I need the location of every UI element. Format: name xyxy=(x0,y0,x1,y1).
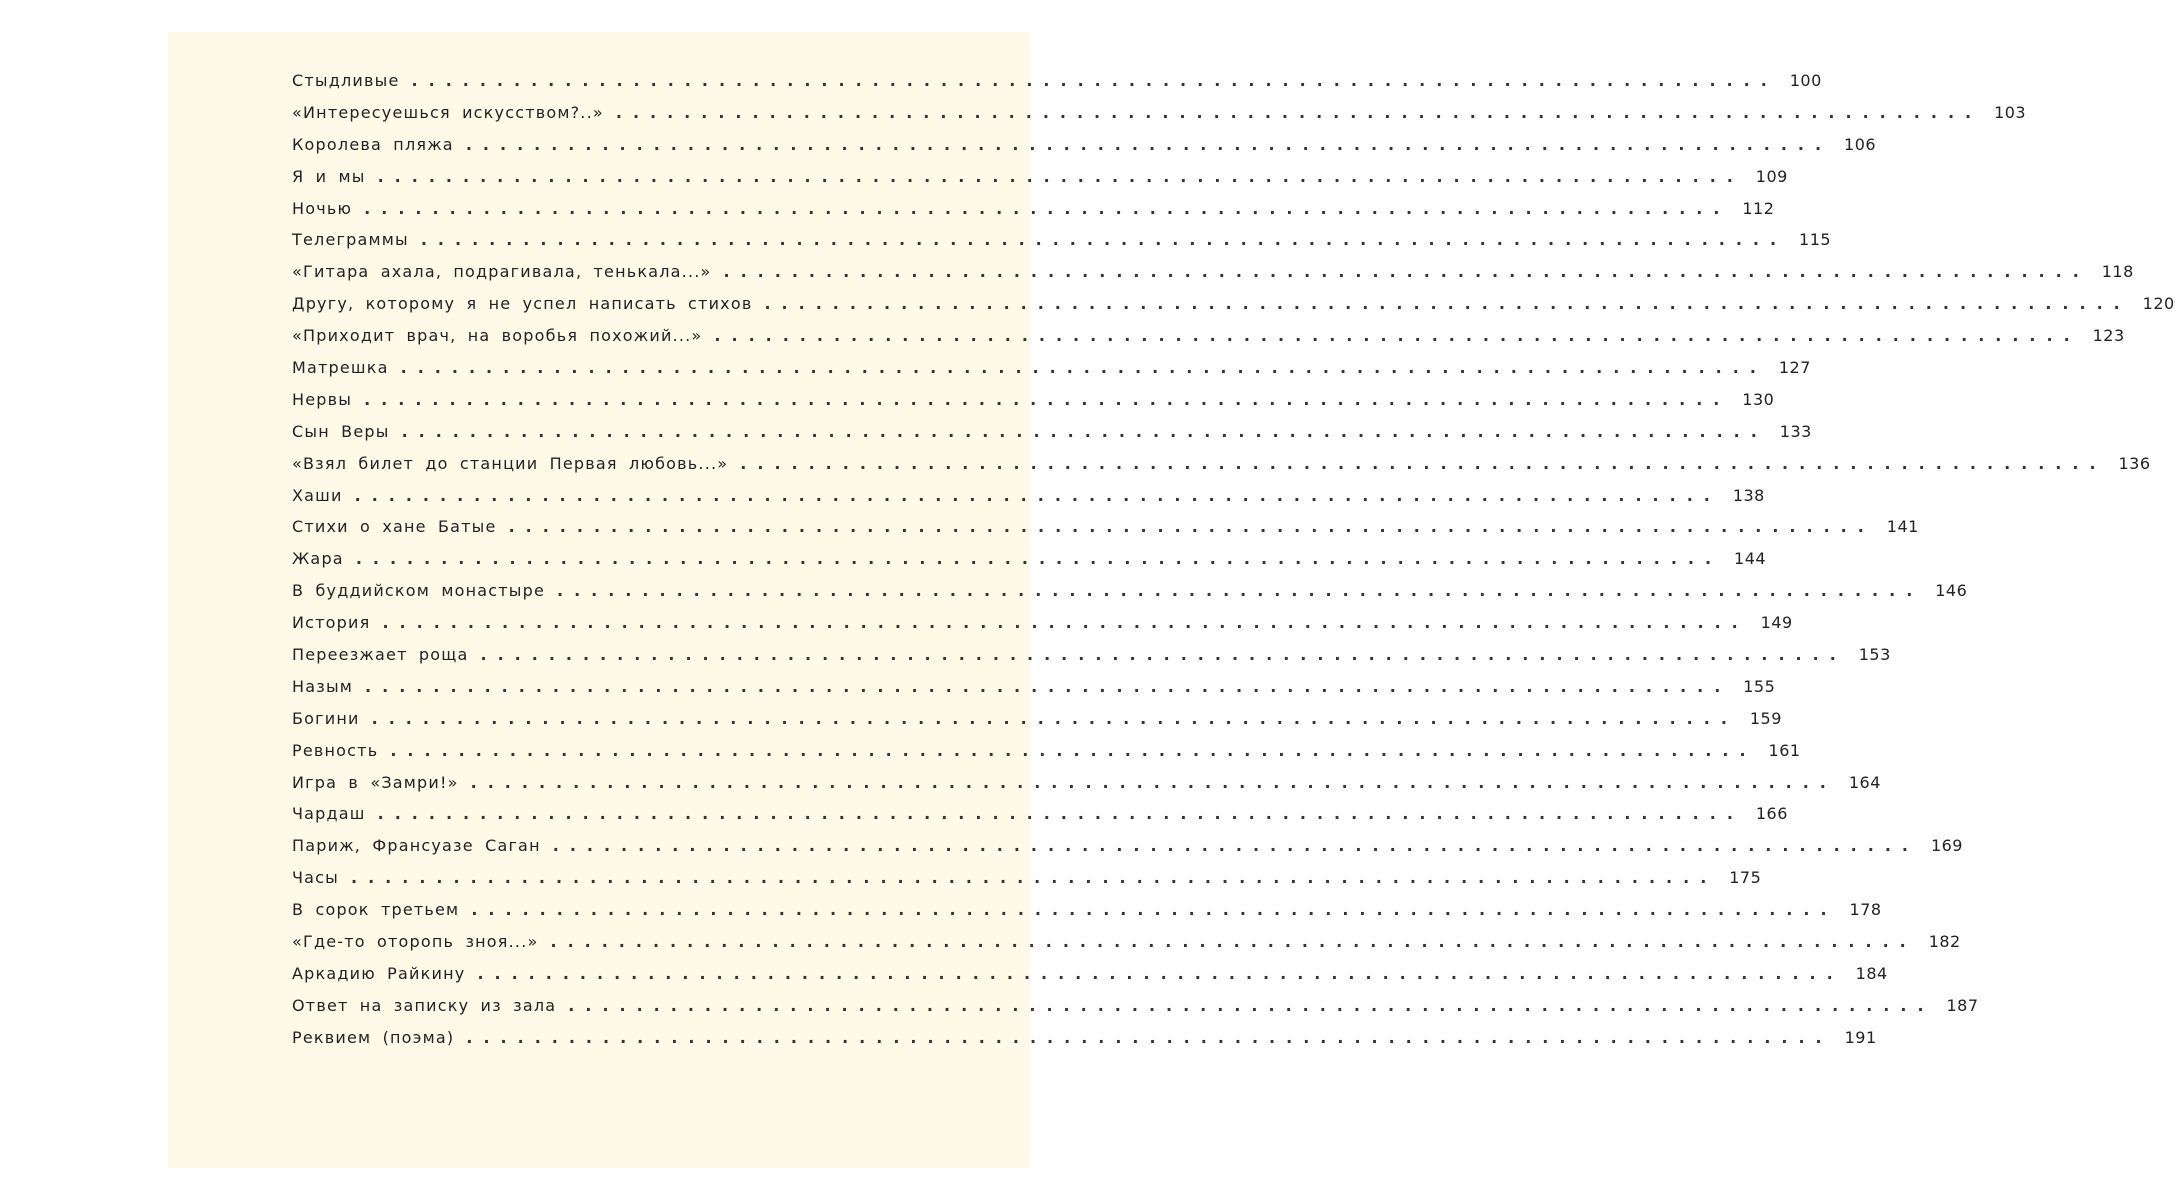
toc-entry-title: Ответ на записку из зала xyxy=(292,995,557,1015)
dot-leader: ................................................................................ xyxy=(465,134,1833,154)
toc-entry-title: «Приходит врач, на воробья похожий...» xyxy=(292,326,703,346)
dot-leader: ................................................................................ xyxy=(382,613,1749,633)
toc-entry-title: Переезжает роща xyxy=(292,645,469,665)
toc-entry-title: Ночью xyxy=(292,198,353,218)
dot-leader: ................................................................................ xyxy=(740,453,2107,473)
toc-entry xyxy=(292,384,1775,416)
toc-entry xyxy=(292,352,1811,384)
toc-entry-title: Нервы xyxy=(292,389,353,409)
toc-entry-page-number: 182 xyxy=(1928,932,1961,952)
toc-entry-page-number: 141 xyxy=(1886,517,1919,537)
toc-entry-title: Назым xyxy=(292,676,354,696)
toc-entry-page-number: 191 xyxy=(1844,1027,1877,1047)
toc-entry-page-number: 112 xyxy=(1742,198,1775,218)
dot-leader: ................................................................................ xyxy=(764,294,2131,314)
toc-entry-page-number: 133 xyxy=(1779,421,1812,441)
toc-entry-title: «Гитара ахала, подрагивала, тенькала...» xyxy=(292,262,712,282)
toc-entry-page-number: 184 xyxy=(1855,963,1888,983)
toc-entry-page-number: 187 xyxy=(1946,995,1979,1015)
toc-entry-page-number: 161 xyxy=(1768,740,1801,760)
toc-entry xyxy=(292,830,1963,862)
toc-entry xyxy=(292,97,2027,129)
dot-leader: ................................................................................ xyxy=(714,326,2081,346)
toc-entry-title: «Интересуешься искусством?..» xyxy=(292,102,604,122)
toc-entry xyxy=(292,1022,1877,1054)
toc-entry-page-number: 144 xyxy=(1734,549,1767,569)
toc-entry xyxy=(292,448,2151,480)
toc-entry-page-number: 175 xyxy=(1729,868,1762,888)
toc-entry-title: Стыдливые xyxy=(292,71,400,90)
toc-entry-title: В сорок третьем xyxy=(292,900,460,920)
dot-leader: ................................................................................ xyxy=(615,102,1983,122)
book-page xyxy=(168,32,2175,1168)
toc-entry-page-number: 103 xyxy=(1994,102,2027,122)
toc-entry-page-number: 127 xyxy=(1778,358,1811,378)
toc-entry-page-number: 130 xyxy=(1742,389,1775,409)
dot-leader: ................................................................................ xyxy=(351,868,1718,888)
toc-entry-page-number: 146 xyxy=(1935,581,1968,601)
toc-entry xyxy=(292,894,1882,926)
dot-leader: ................................................................................ xyxy=(466,1027,1833,1047)
toc-entry-title: Жара xyxy=(292,549,344,569)
toc-entry xyxy=(292,256,2134,288)
toc-entry-title: Стихи о хане Батые xyxy=(292,517,497,537)
dot-leader: ................................................................................ xyxy=(364,198,1731,218)
toc-entry xyxy=(292,480,1765,512)
toc-entry xyxy=(292,798,1788,830)
dot-leader: ................................................................................ xyxy=(365,676,1732,696)
dot-leader: ................................................................................ xyxy=(557,581,1924,601)
dot-leader: ................................................................................ xyxy=(471,900,1838,920)
toc-entry-title: Реквием (поэма) xyxy=(292,1027,455,1047)
toc-entry-page-number: 100 xyxy=(1789,71,1822,90)
toc-entry-title: История xyxy=(292,613,371,633)
toc-entry xyxy=(292,129,1877,161)
toc-entry-title: Другу, которому я не успел написать стихов xyxy=(292,294,753,314)
toc-entry xyxy=(292,288,2175,320)
toc-entry xyxy=(292,639,1891,671)
dot-leader: ................................................................................ xyxy=(508,517,1875,537)
toc-entry-page-number: 155 xyxy=(1743,676,1776,696)
toc-entry-page-number: 166 xyxy=(1755,804,1788,824)
toc-entry xyxy=(292,193,1775,225)
toc-entry-title: Париж, Франсуазе Саган xyxy=(292,836,541,856)
toc-entry-title: Ревность xyxy=(292,740,379,760)
dot-leader: ................................................................................ xyxy=(411,71,1778,90)
dot-leader: ................................................................................ xyxy=(480,645,1847,665)
dot-leader: ................................................................................ xyxy=(723,262,2090,282)
toc-entry-title: Сын Веры xyxy=(292,421,390,441)
dot-leader: ................................................................................ xyxy=(377,166,1744,186)
toc-entry xyxy=(292,990,1979,1022)
toc-entry-page-number: 123 xyxy=(2092,326,2125,346)
toc-entry-page-number: 138 xyxy=(1732,485,1765,505)
toc-entry-title: Игра в «Замри!» xyxy=(292,772,459,792)
dot-leader: ................................................................................ xyxy=(390,740,1757,760)
toc-entry-page-number: 149 xyxy=(1760,613,1793,633)
toc-entry-page-number: 115 xyxy=(1799,230,1832,250)
toc-entry xyxy=(292,416,1812,448)
toc-entry xyxy=(292,511,1919,543)
toc-entry xyxy=(292,224,1832,256)
toc-entry-title: Часы xyxy=(292,868,340,888)
dot-leader: ................................................................................ xyxy=(400,358,1767,378)
toc-entry-page-number: 136 xyxy=(2118,453,2151,473)
dot-leader: ................................................................................ xyxy=(354,485,1721,505)
toc-entry-page-number: 109 xyxy=(1755,166,1788,186)
dot-leader: ................................................................................ xyxy=(568,995,1935,1015)
toc-entry-title: Богини xyxy=(292,708,360,728)
dot-leader: ................................................................................ xyxy=(552,836,1919,856)
toc-entry xyxy=(292,703,1782,735)
toc-entry xyxy=(292,543,1767,575)
toc-entry-title: Хаши xyxy=(292,485,343,505)
toc-entry-title: «Где-то оторопь зноя...» xyxy=(292,932,539,952)
dot-leader: ................................................................................ xyxy=(371,708,1738,728)
table-of-contents xyxy=(292,65,2175,1054)
toc-entry xyxy=(292,862,1762,894)
dot-leader: ................................................................................ xyxy=(470,772,1837,792)
toc-entry xyxy=(292,575,1968,607)
toc-entry-page-number: 178 xyxy=(1849,900,1882,920)
toc-entry-title: Чардаш xyxy=(292,804,366,824)
dot-leader: ................................................................................ xyxy=(550,932,1917,952)
toc-entry xyxy=(292,735,1801,767)
toc-entry xyxy=(292,320,2125,352)
toc-entry xyxy=(292,958,1888,990)
toc-entry-title: Я и мы xyxy=(292,166,366,186)
toc-entry-title: «Взял билет до станции Первая любовь...» xyxy=(292,453,729,473)
toc-entry-page-number: 118 xyxy=(2101,262,2134,282)
toc-entry-title: Королева пляжа xyxy=(292,134,454,154)
dot-leader: ................................................................................ xyxy=(377,804,1744,824)
toc-entry-page-number: 169 xyxy=(1930,836,1963,856)
toc-entry xyxy=(292,767,1881,799)
dot-leader: ................................................................................ xyxy=(401,421,1768,441)
toc-entry-page-number: 159 xyxy=(1749,708,1782,728)
dot-leader: ................................................................................ xyxy=(477,963,1844,983)
toc-entry-page-number: 164 xyxy=(1848,772,1881,792)
dot-leader: ................................................................................ xyxy=(355,549,1723,569)
toc-entry-title: Аркадию Райкину xyxy=(292,963,466,983)
toc-entry-title: Телеграммы xyxy=(292,230,409,250)
toc-entry xyxy=(292,65,1822,97)
dot-leader: ................................................................................ xyxy=(420,230,1788,250)
toc-entry xyxy=(292,607,1793,639)
toc-entry xyxy=(292,161,1788,193)
toc-entry-page-number: 120 xyxy=(2142,294,2175,314)
toc-entry-page-number: 153 xyxy=(1858,645,1891,665)
toc-entry-title: Матрешка xyxy=(292,358,389,378)
toc-entry-page-number: 106 xyxy=(1844,134,1877,154)
toc-entry xyxy=(292,671,1776,703)
toc-entry-title: В буддийском монастыре xyxy=(292,581,546,601)
dot-leader: ................................................................................ xyxy=(364,389,1731,409)
toc-entry xyxy=(292,926,1961,958)
